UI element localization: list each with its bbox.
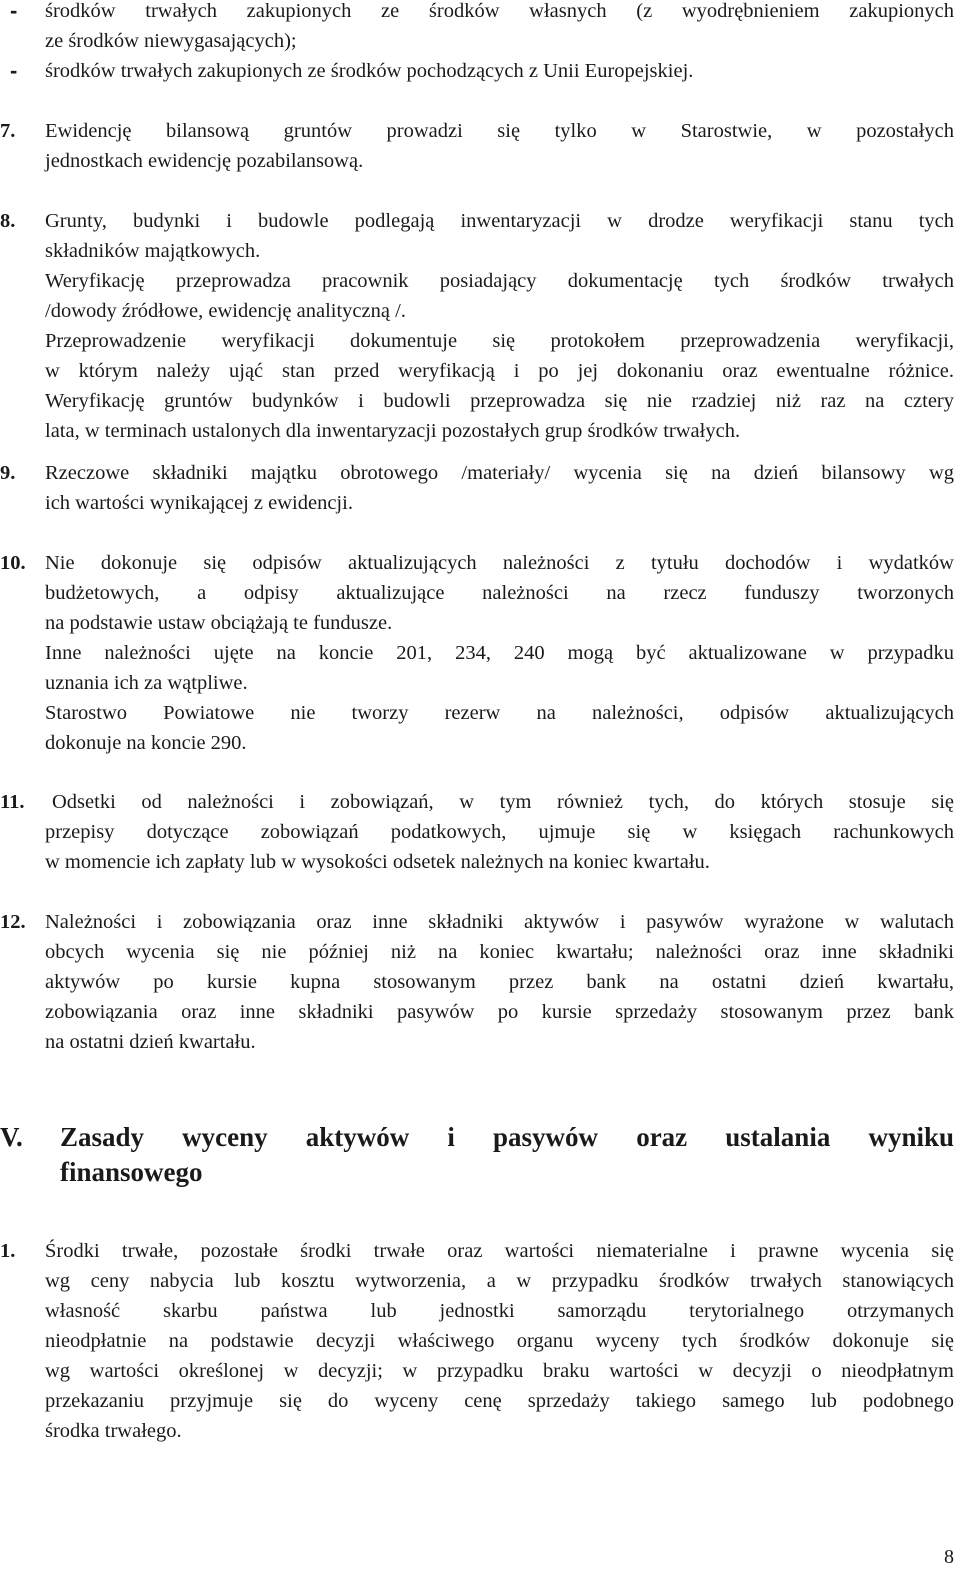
text-line: /dowody źródłowe, ewidencję analityczną /. (45, 300, 406, 322)
item-number: 12. (0, 911, 26, 933)
text-line: Grunty, budynki i budowle podlegają inwentaryzacji w drodze weryfikacji stanu tych (45, 210, 954, 232)
item-number: 11. (0, 791, 25, 813)
bullet-dash: - (10, 58, 18, 83)
text-line: Rzeczowe składniki majątku obrotowego /materiały/ wycenia się na dzień bilansowy wg (45, 462, 954, 484)
text-line: przepisy dotyczące zobowiązań podatkowych, ujmuje się w księgach rachunkowych (45, 821, 954, 843)
text-line: zobowiązania oraz inne składniki pasywów po kursie sprzedaży stosowanym przez bank (45, 1001, 954, 1023)
text-line: wg ceny nabycia lub kosztu wytworzenia, a w przypadku środków trwałych stanowiących (45, 1270, 954, 1292)
text-line: Przeprowadzenie weryfikacji dokumentuje się protokołem przeprowadzenia weryfikacji, (45, 330, 954, 352)
text-line: Należności i zobowiązania oraz inne składniki aktywów i pasywów wyrażone w walutach (45, 911, 954, 933)
text-line: Weryfikację gruntów budynków i budowli przeprowadza się nie rzadziej niż raz na cztery (45, 390, 954, 412)
text-line: ich wartości wynikającej z ewidencji. (45, 492, 353, 514)
section-title-line: Zasady wyceny aktywów i pasywów oraz ustalania wyniku (60, 1122, 954, 1152)
text-line: aktywów po kursie kupna stosowanym przez bank na ostatni dzień kwartału, (45, 971, 954, 993)
text-line: jednostkach ewidencję pozabilansową. (45, 150, 364, 172)
item-number: 1. (0, 1240, 16, 1262)
text-line: uznania ich za wątpliwe. (45, 672, 248, 694)
text-line: na ostatni dzień kwartału. (45, 1031, 256, 1053)
text-line: Weryfikację przeprowadza pracownik posiadający dokumentację tych środków trwałych (45, 270, 954, 292)
text-line: Starostwo Powiatowe nie tworzy rezerw na należności, odpisów aktualizujących (45, 702, 954, 724)
text-line: Środki trwałe, pozostałe środki trwałe oraz wartości niematerialne i prawne wycenia się (45, 1240, 954, 1262)
item-number: 7. (0, 120, 16, 142)
item-number: 8. (0, 210, 16, 232)
text-line: środków trwałych zakupionych ze środków własnych (z wyodrębnieniem zakupionych (45, 0, 954, 22)
text-line: obcych wycenia się nie później niż na koniec kwartału; należności oraz inne składniki (45, 941, 954, 963)
text-line: Inne należności ujęte na koncie 201, 234, 240 mogą być aktualizowane w przypadku (45, 642, 954, 664)
text-line: lata, w terminach ustalonych dla inwentaryzacji pozostałych grup środków trwałych. (45, 420, 741, 442)
text-line: ze środków niewygasających); (45, 30, 297, 52)
text-line: środka trwałego. (45, 1420, 182, 1442)
text-line: składników majątkowych. (45, 240, 261, 262)
text-line: wg wartości określonej w decyzji; w przypadku braku wartości w decyzji o nieodpłatnym (45, 1360, 954, 1382)
section-number: V. (0, 1122, 23, 1152)
text-line: Ewidencję bilansową gruntów prowadzi się tylko w Starostwie, w pozostałych (45, 120, 954, 142)
item-number: 10. (0, 552, 26, 574)
text-line: Odsetki od należności i zobowiązań, w tym również tych, do których stosuje się (52, 791, 954, 813)
bullet-dash: - (10, 0, 18, 23)
text-line: w momencie ich zapłaty lub w wysokości odsetek należnych na koniec kwartału. (45, 851, 710, 873)
text-line: na podstawie ustaw obciążają te fundusze. (45, 612, 393, 634)
text-line: środków trwałych zakupionych ze środków pochodzących z Unii Europejskiej. (45, 60, 694, 82)
text-line: własność skarbu państwa lub jednostki samorządu terytorialnego otrzymanych (45, 1300, 954, 1322)
text-line: dokonuje na koncie 290. (45, 732, 247, 754)
item-number: 9. (0, 462, 16, 484)
text-line: budżetowych, a odpisy aktualizujące należności na rzecz funduszy tworzonych (45, 582, 954, 604)
text-line: Nie dokonuje się odpisów aktualizujących należności z tytułu dochodów i wydatków (45, 552, 954, 574)
section-title-line: finansowego (60, 1157, 203, 1187)
text-line: nieodpłatnie na podstawie decyzji właściwego organu wyceny tych środków dokonuje się (45, 1330, 954, 1352)
text-line: przekazaniu przyjmuje się do wyceny cenę sprzedaży takiego samego lub podobnego (45, 1390, 954, 1412)
text-line: w którym należy ująć stan przed weryfikacją i po jej dokonaniu oraz ewentualne różnice. (45, 360, 954, 382)
page-number: 8 (944, 1546, 954, 1568)
